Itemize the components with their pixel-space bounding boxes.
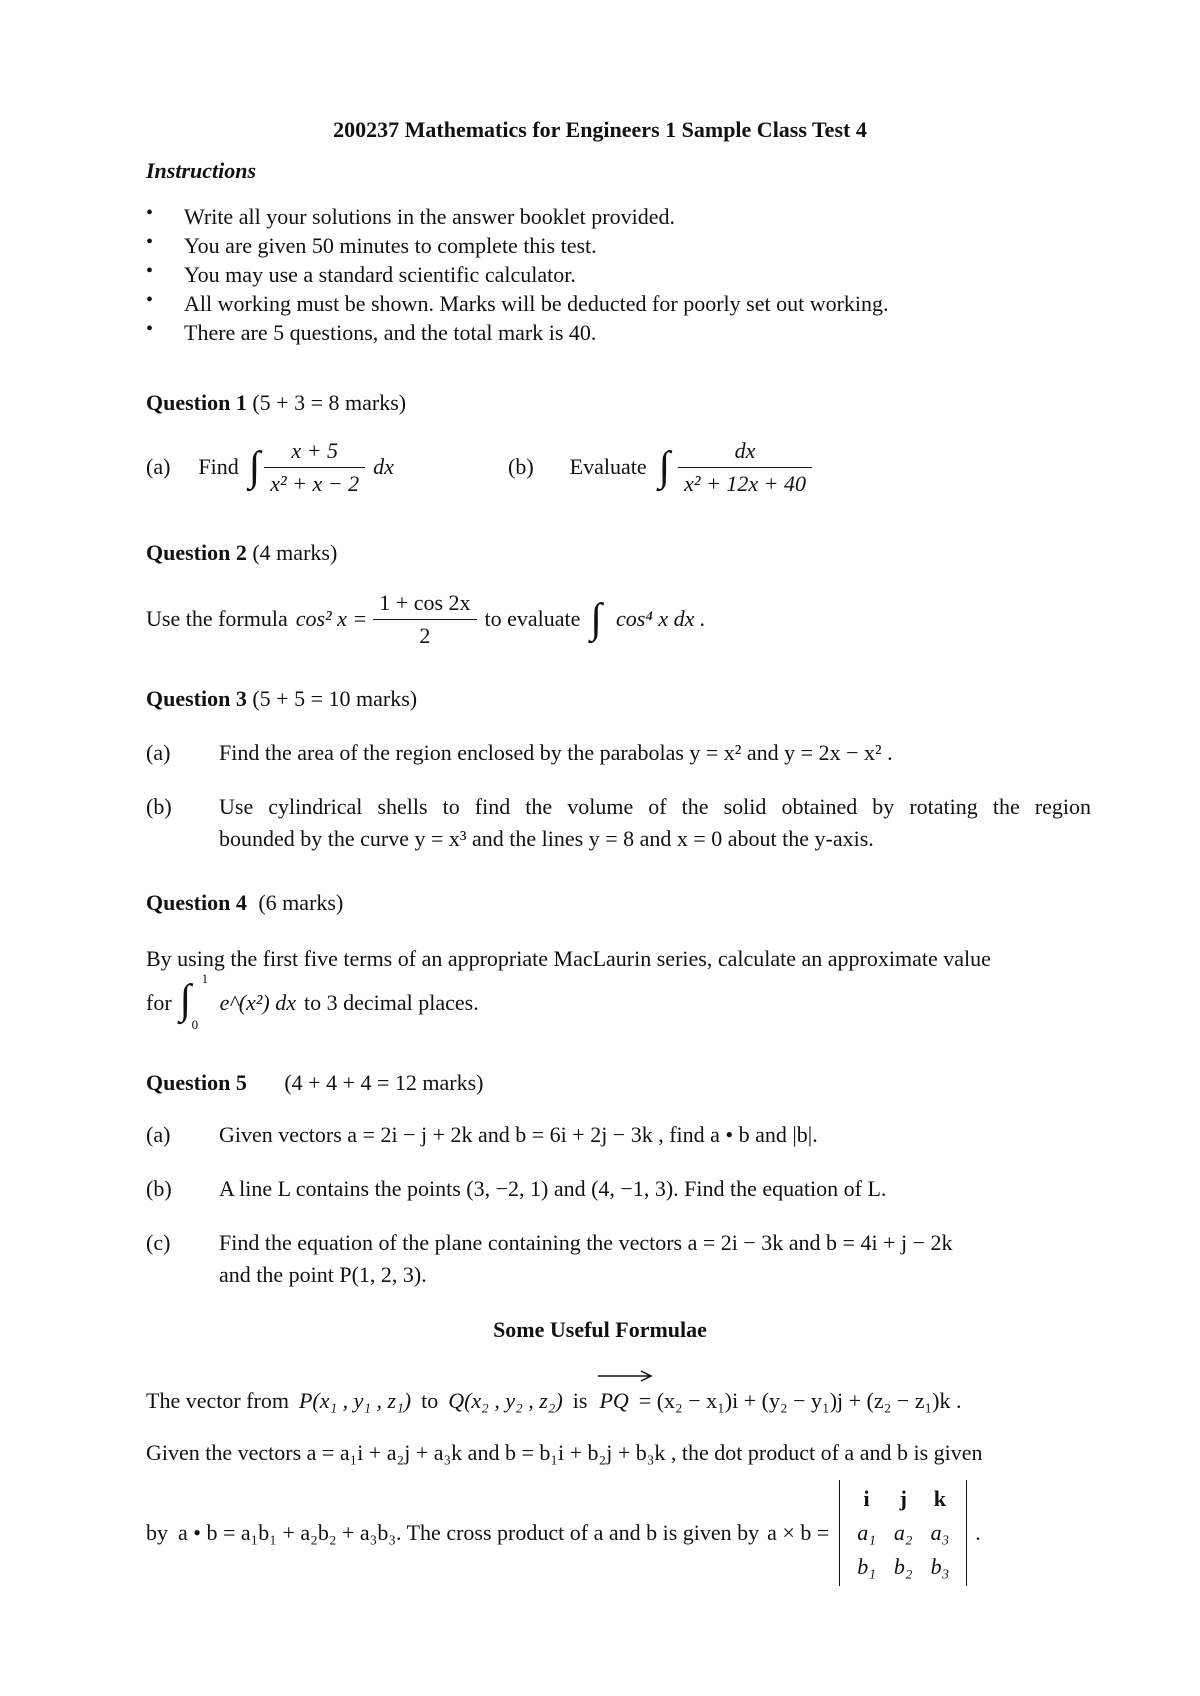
formulae-heading: Some Useful Formulae xyxy=(493,1317,707,1342)
question-4-upper-limit: 1 xyxy=(201,971,209,986)
matrix-cell: j xyxy=(899,1486,907,1511)
question-4-tail: to 3 decimal places. xyxy=(303,990,479,1015)
matrix-cell: b₁ xyxy=(857,1554,876,1579)
question-1b-label: (b) xyxy=(508,454,534,479)
instruction-item: There are 5 questions, and the total mark is 40. xyxy=(184,320,597,345)
question-5a-text: Given vectors a = 2i − j + 2k and b = 6i + 2j − 3k , find a • b and |b|. xyxy=(219,1122,818,1147)
question-2-body xyxy=(146,586,705,652)
question-1a-numerator: x + 5 xyxy=(264,438,365,468)
bullet-icon: • xyxy=(146,260,154,282)
question-4-integral xyxy=(146,972,479,1034)
question-4-line1: By using the first five terms of an appropriate MacLaurin series, calculate an approximate value xyxy=(146,946,991,971)
definite-integral xyxy=(180,972,216,1034)
question-3b-label: (b) xyxy=(146,794,172,819)
question-3b-line2: bounded by the curve y = x³ and the lines y = 8 and x = 0 about the y-axis. xyxy=(219,826,874,851)
question-3b-line1: Use cylindrical shells to find the volume of the solid obtained by rotating the region xyxy=(219,794,1091,819)
question-5-label: Question 5 xyxy=(146,1070,247,1095)
instruction-item: Write all your solutions in the answer booklet provided. xyxy=(184,204,675,229)
vector-formula-line xyxy=(146,1380,961,1414)
question-4-header xyxy=(146,890,343,916)
question-3a-text: Find the area of the region enclosed by the parabolas y = x² and y = 2x − x² . xyxy=(219,740,893,765)
matrix-cell: b₂ xyxy=(893,1554,913,1579)
question-3-marks: (5 + 5 = 10 marks) xyxy=(252,686,418,711)
question-2-numerator: 1 + cos 2x xyxy=(373,590,476,620)
vector-pq xyxy=(599,1388,628,1414)
vector-formula-start: The vector from xyxy=(146,1388,289,1413)
instruction-item: All working must be shown. Marks will be deducted for poorly set out working. xyxy=(184,291,889,316)
instruction-item: You are given 50 minutes to complete this test. xyxy=(184,233,597,258)
question-1b-fraction xyxy=(678,438,812,497)
matrix-cell: i xyxy=(863,1486,870,1511)
bullet-icon: • xyxy=(146,231,154,253)
question-3-label: Question 3 xyxy=(146,686,247,711)
instruction-item: You may use a standard scientific calculator. xyxy=(184,262,576,287)
question-1a-fraction xyxy=(264,438,365,497)
question-2-label: Question 2 xyxy=(146,540,247,565)
bullet-icon: • xyxy=(146,202,154,224)
matrix-cell: k xyxy=(933,1486,947,1511)
question-2-denominator: 2 xyxy=(419,622,431,648)
bullet-icon: • xyxy=(146,318,154,340)
vector-arrow-icon xyxy=(597,1370,653,1382)
page-title: 200237 Mathematics for Engineers 1 Sample Class Test 4 xyxy=(333,117,867,142)
question-5-header xyxy=(146,1070,484,1096)
question-2-text-mid: to evaluate xyxy=(484,606,581,631)
matrix-cell: a₃ xyxy=(930,1520,950,1545)
question-1b-text: Evaluate xyxy=(569,454,647,479)
question-2-fraction xyxy=(373,590,476,649)
determinant-row xyxy=(848,1516,958,1550)
bullet-icon: • xyxy=(146,289,154,311)
question-2-formula-lhs: cos² x = xyxy=(295,606,368,631)
question-5c-label: (c) xyxy=(146,1230,171,1255)
point-q: Q(x₂ , y₂ , z₂) xyxy=(448,1388,563,1413)
question-1a-label: (a) xyxy=(146,454,171,479)
cross-product-end: . xyxy=(975,1520,981,1545)
cross-product-text: . The cross product of a and b is given by xyxy=(396,1520,760,1545)
question-5b-label: (b) xyxy=(146,1176,172,1201)
dot-product-line: Given the vectors a = a₁i + a₂j + a₃k and b = b₁i + b₂j + b₃k , the dot product of a and b is given xyxy=(146,1440,983,1465)
question-2-text-start: Use the formula xyxy=(146,606,288,631)
question-1-label: Question 1 xyxy=(146,390,247,415)
matrix-cell: a₂ xyxy=(893,1520,913,1545)
determinant-matrix xyxy=(848,1482,958,1584)
question-3-header xyxy=(146,686,417,712)
question-1a-text: Find xyxy=(198,454,239,479)
question-1a-denominator: x² + x − 2 xyxy=(270,470,360,496)
question-4-marks: (6 marks) xyxy=(258,890,344,915)
determinant-row xyxy=(848,1482,958,1516)
question-5a-label: (a) xyxy=(146,1122,171,1147)
vector-formula-to: to xyxy=(421,1388,439,1413)
question-5-marks: (4 + 4 + 4 = 12 marks) xyxy=(284,1070,484,1095)
question-2-integrand: cos⁴ x dx . xyxy=(615,606,706,631)
dot-product-formula: a • b = a₁b₁ + a₂b₂ + a₃b₃ xyxy=(178,1520,397,1545)
question-3a-label: (a) xyxy=(146,740,171,765)
question-1b-numerator: dx xyxy=(678,438,812,468)
question-5c-line2: and the point P(1, 2, 3). xyxy=(219,1262,427,1287)
question-2-header xyxy=(146,540,337,566)
question-1-header xyxy=(146,390,406,416)
integral-sign-icon: ∫ xyxy=(248,444,261,490)
determinant-row xyxy=(848,1550,958,1584)
dot-by-text: by xyxy=(146,1520,168,1545)
point-p: P(x₁ , y₁ , z₁) xyxy=(298,1388,412,1413)
question-4-lower-limit: 0 xyxy=(191,1017,199,1032)
question-1b-denominator: x² + 12x + 40 xyxy=(684,470,806,496)
question-4-label: Question 4 xyxy=(146,890,247,915)
question-1b xyxy=(508,436,812,498)
question-4-integrand: e^(x²) dx xyxy=(219,990,296,1015)
vector-formula-rhs: = (x₂ − x₁)i + (y₂ − y₁)j + (z₂ − z₁)k . xyxy=(638,1388,962,1413)
instructions-heading: Instructions xyxy=(146,158,257,183)
question-5b-text: A line L contains the points (3, −2, 1) and (4, −1, 3). Find the equation of L. xyxy=(219,1176,887,1201)
integral-sign-icon: ∫ xyxy=(658,444,671,490)
integral-sign-icon: ∫ xyxy=(590,596,602,642)
integral-sign-icon: ∫ xyxy=(179,977,192,1023)
question-5c-line1: Find the equation of the plane containing the vectors a = 2i − 3k and b = 4i + j − 2k xyxy=(219,1230,953,1255)
cross-product-determinant xyxy=(839,1480,967,1586)
cross-product-line xyxy=(146,1470,981,1596)
vector-formula-is: is xyxy=(572,1388,588,1413)
question-4-for-text: for xyxy=(146,990,172,1015)
question-1-marks: (5 + 3 = 8 marks) xyxy=(252,390,407,415)
matrix-cell: a₁ xyxy=(857,1520,876,1545)
cross-product-lhs: a × b = xyxy=(767,1520,830,1545)
question-1a xyxy=(146,436,394,498)
vector-pq-label: PQ xyxy=(599,1388,629,1413)
question-1a-differential: dx xyxy=(373,454,394,479)
matrix-cell: b₃ xyxy=(930,1554,950,1579)
question-2-marks: (4 marks) xyxy=(252,540,338,565)
